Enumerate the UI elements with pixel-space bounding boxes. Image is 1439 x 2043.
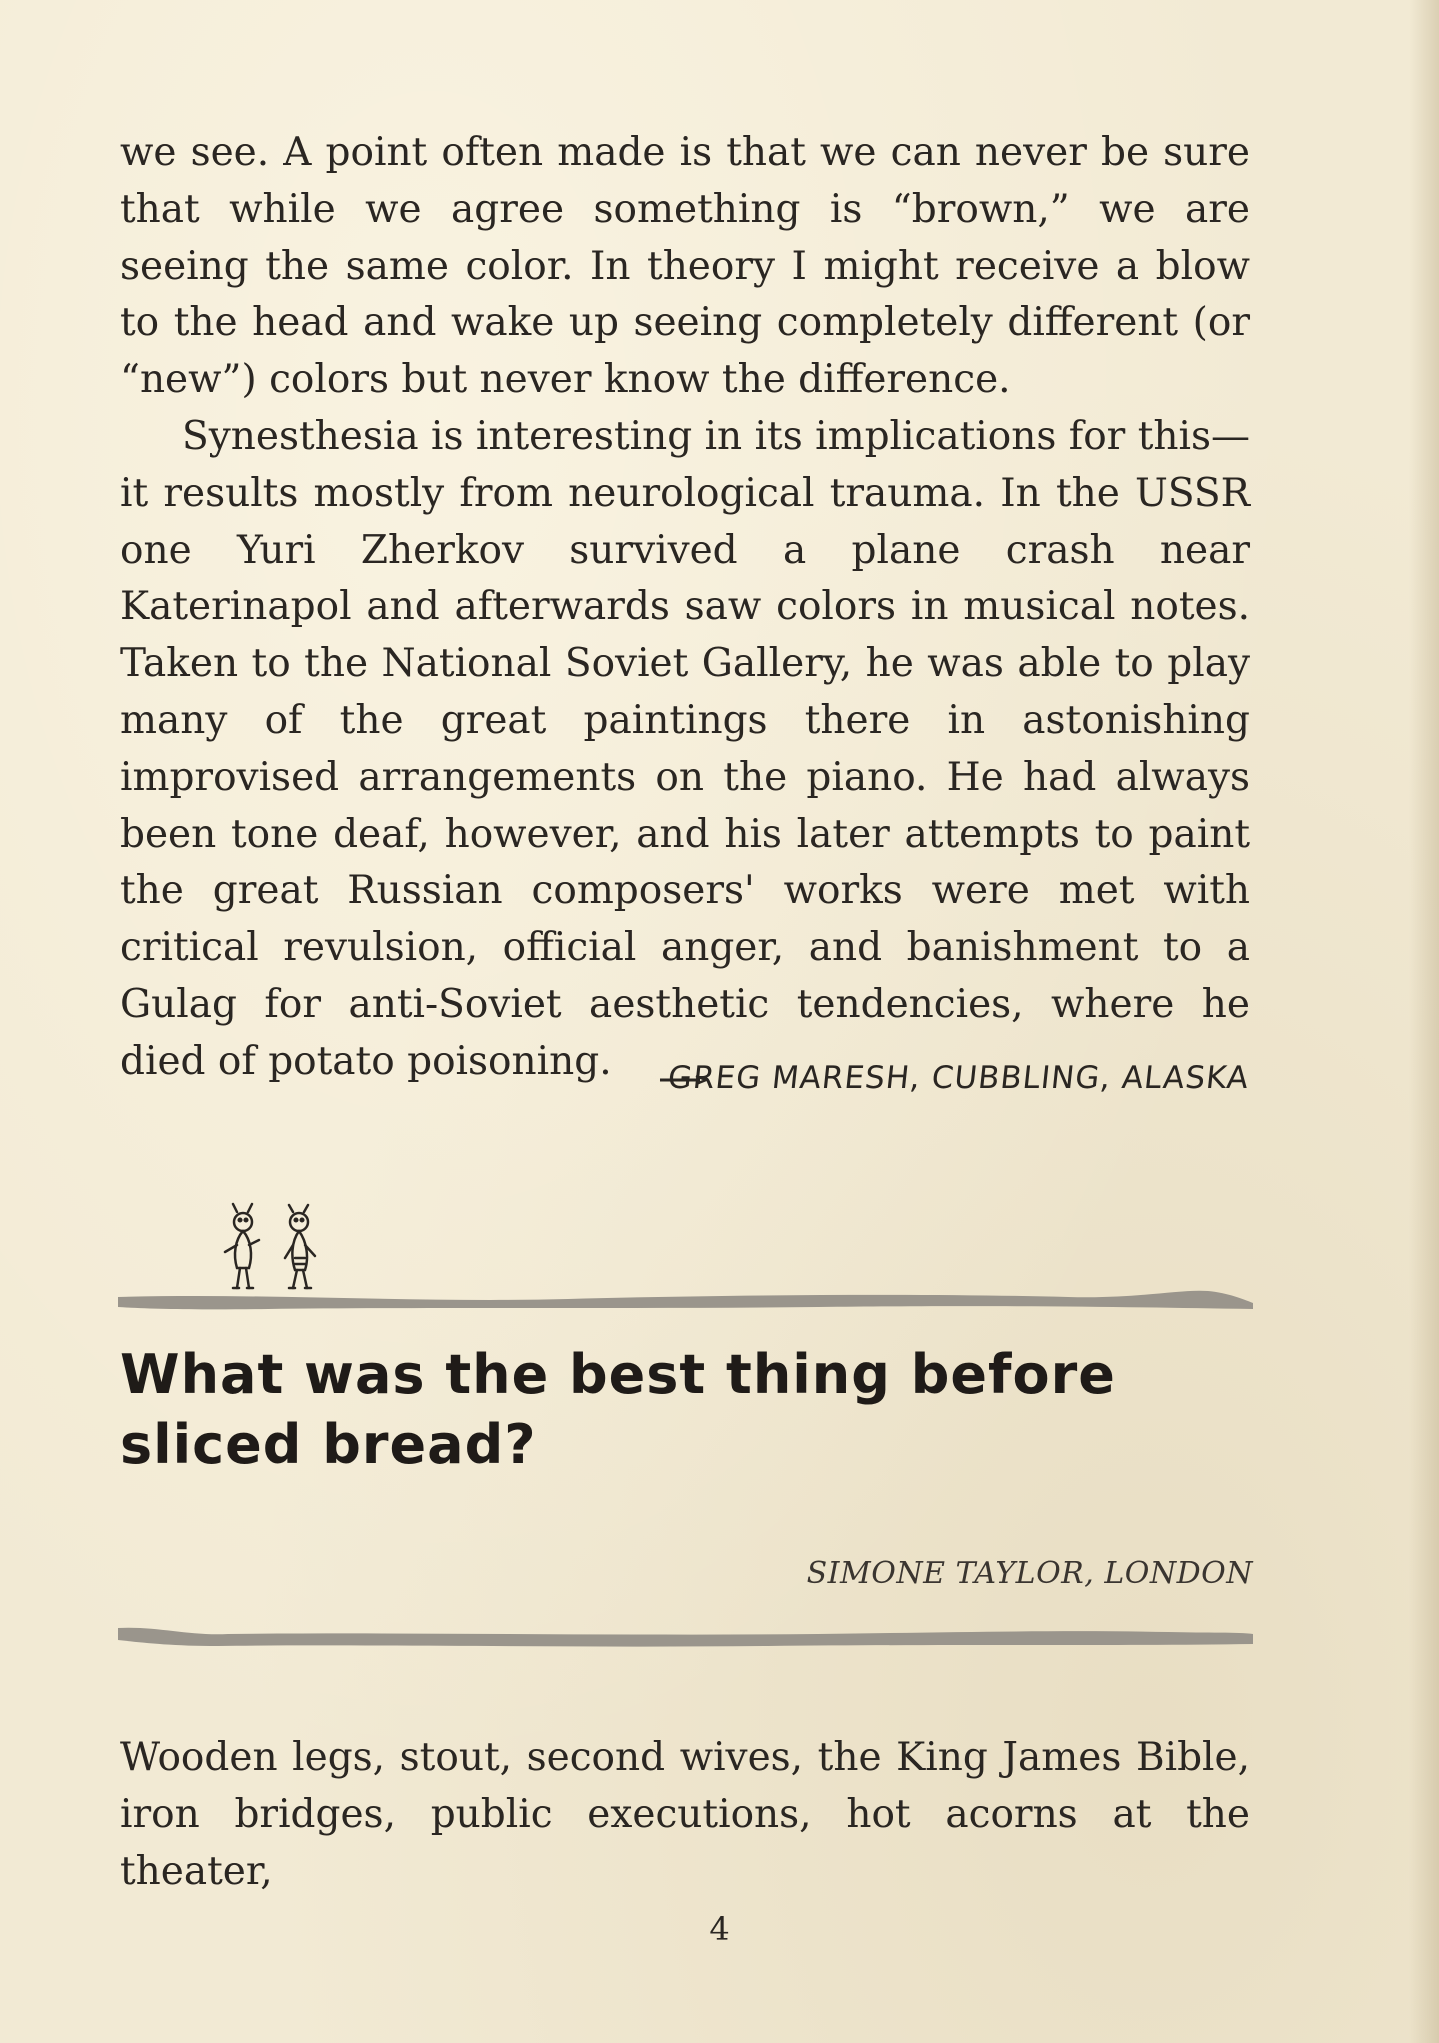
- question-heading: What was the best thing before sliced bread?: [120, 1343, 1116, 1476]
- page-number: 4: [709, 1910, 730, 1948]
- answer-attribution: GREG MARESH, CUBBLING, ALASKA: [666, 1060, 1251, 1096]
- page-edge-shadow: [1409, 0, 1439, 2043]
- question-attribution: SIMONE TAYLOR, LONDON: [806, 1556, 1253, 1591]
- paragraph-2: Synesthesia is interesting in its implications for this—it results mostly from neurological trauma. In the USSR one Yuri Zherkov survived a plane crash near Katerinapol and afterwards saw colors in musical notes. Taken to the National Soviet Gallery, he was able to play many of the great paintings there in astonishing improvised arrangements on the piano. He had always been tone deaf, however, and his later attempts to paint the great Russian composers' works were met with critical revulsion, official anger, and banishment to a Gulag for anti-Soviet aesthetic tendencies, where he died of potato poisoning.: [120, 414, 1250, 1084]
- section-divider-bottom: [118, 1622, 1253, 1652]
- answer-paragraph: Wooden legs, stout, second wives, the King James Bible, iron bridges, public executions, hot acorns at the theater,: [120, 1735, 1250, 1894]
- section-divider-top: [118, 1285, 1253, 1315]
- paragraph-1: we see. A point often made is that we can never be sure that while we agree something is “brown,” we are seeing the same color. In theory I might receive a blow to the head and wake up seeing completely different (or “new”) colors but never know the difference.: [120, 130, 1250, 403]
